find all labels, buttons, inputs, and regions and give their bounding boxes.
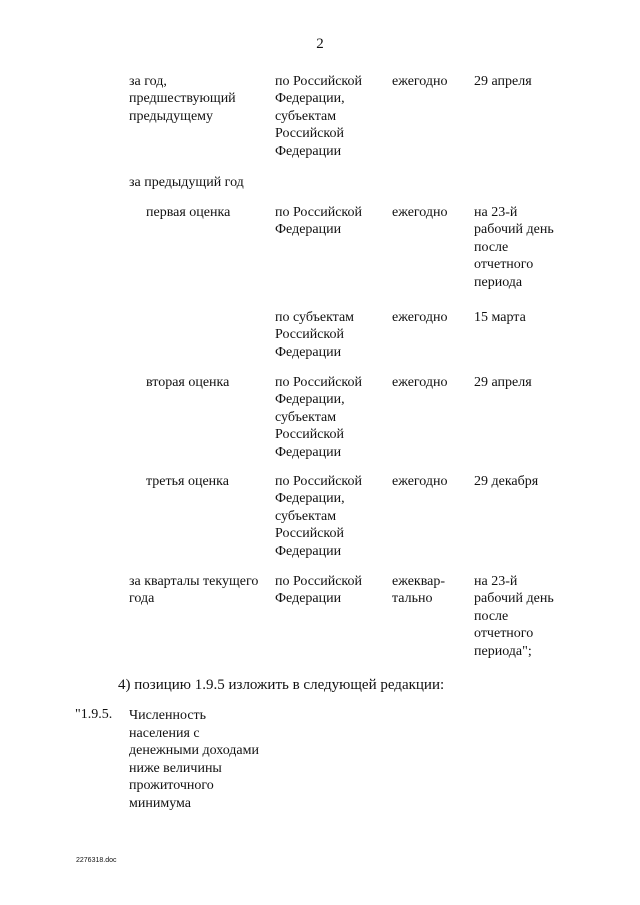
period-cell: за кварталы текущего года xyxy=(129,574,259,607)
period-cell: первая оценка xyxy=(146,205,231,220)
scope-cell: по Российской Федерации, субъектам Российской Федерации xyxy=(275,74,362,159)
file-name-footer: 2276318.doc xyxy=(76,857,117,864)
frequency-cell: ежегодно xyxy=(392,310,448,325)
deadline-cell: 29 апреля xyxy=(474,375,532,390)
scope-cell: по Российской Федерации xyxy=(275,574,362,607)
scope-cell: по Российской Федерации, субъектам Российской Федерации xyxy=(275,375,362,460)
period-cell: за год, предшествующий предыдущему xyxy=(129,74,236,124)
frequency-cell: ежегодно xyxy=(392,74,448,89)
scope-cell: по Российской Федерации, субъектам Российской Федерации xyxy=(275,474,362,559)
item-number: "1.9.5. xyxy=(75,707,113,722)
scope-cell: по субъектам Российской Федерации xyxy=(275,310,355,360)
instruction-paragraph: 4) позицию 1.9.5 изложить в следующей редакции: xyxy=(118,677,445,693)
deadline-cell: 15 марта xyxy=(474,310,526,325)
deadline-cell: на 23-й рабочий день после отчетного периода"; xyxy=(474,574,554,659)
scope-cell: по Российской Федерации xyxy=(275,205,362,238)
period-cell: третья оценка xyxy=(146,474,229,489)
frequency-cell: ежегодно xyxy=(392,205,448,220)
frequency-cell: ежегодно xyxy=(392,375,448,390)
item-text: Численность населения с денежными доходами ниже величины прожиточного минимума xyxy=(129,708,259,811)
frequency-cell: ежегодно xyxy=(392,474,448,489)
period-cell: за предыдущий год xyxy=(129,175,244,190)
frequency-cell: ежеквар- тально xyxy=(392,574,446,607)
period-cell: вторая оценка xyxy=(146,375,230,390)
deadline-cell: 29 апреля xyxy=(474,74,532,89)
deadline-cell: 29 декабря xyxy=(474,474,539,489)
deadline-cell: на 23-й рабочий день после отчетного периода xyxy=(474,205,554,290)
page-number: 2 xyxy=(316,36,324,52)
